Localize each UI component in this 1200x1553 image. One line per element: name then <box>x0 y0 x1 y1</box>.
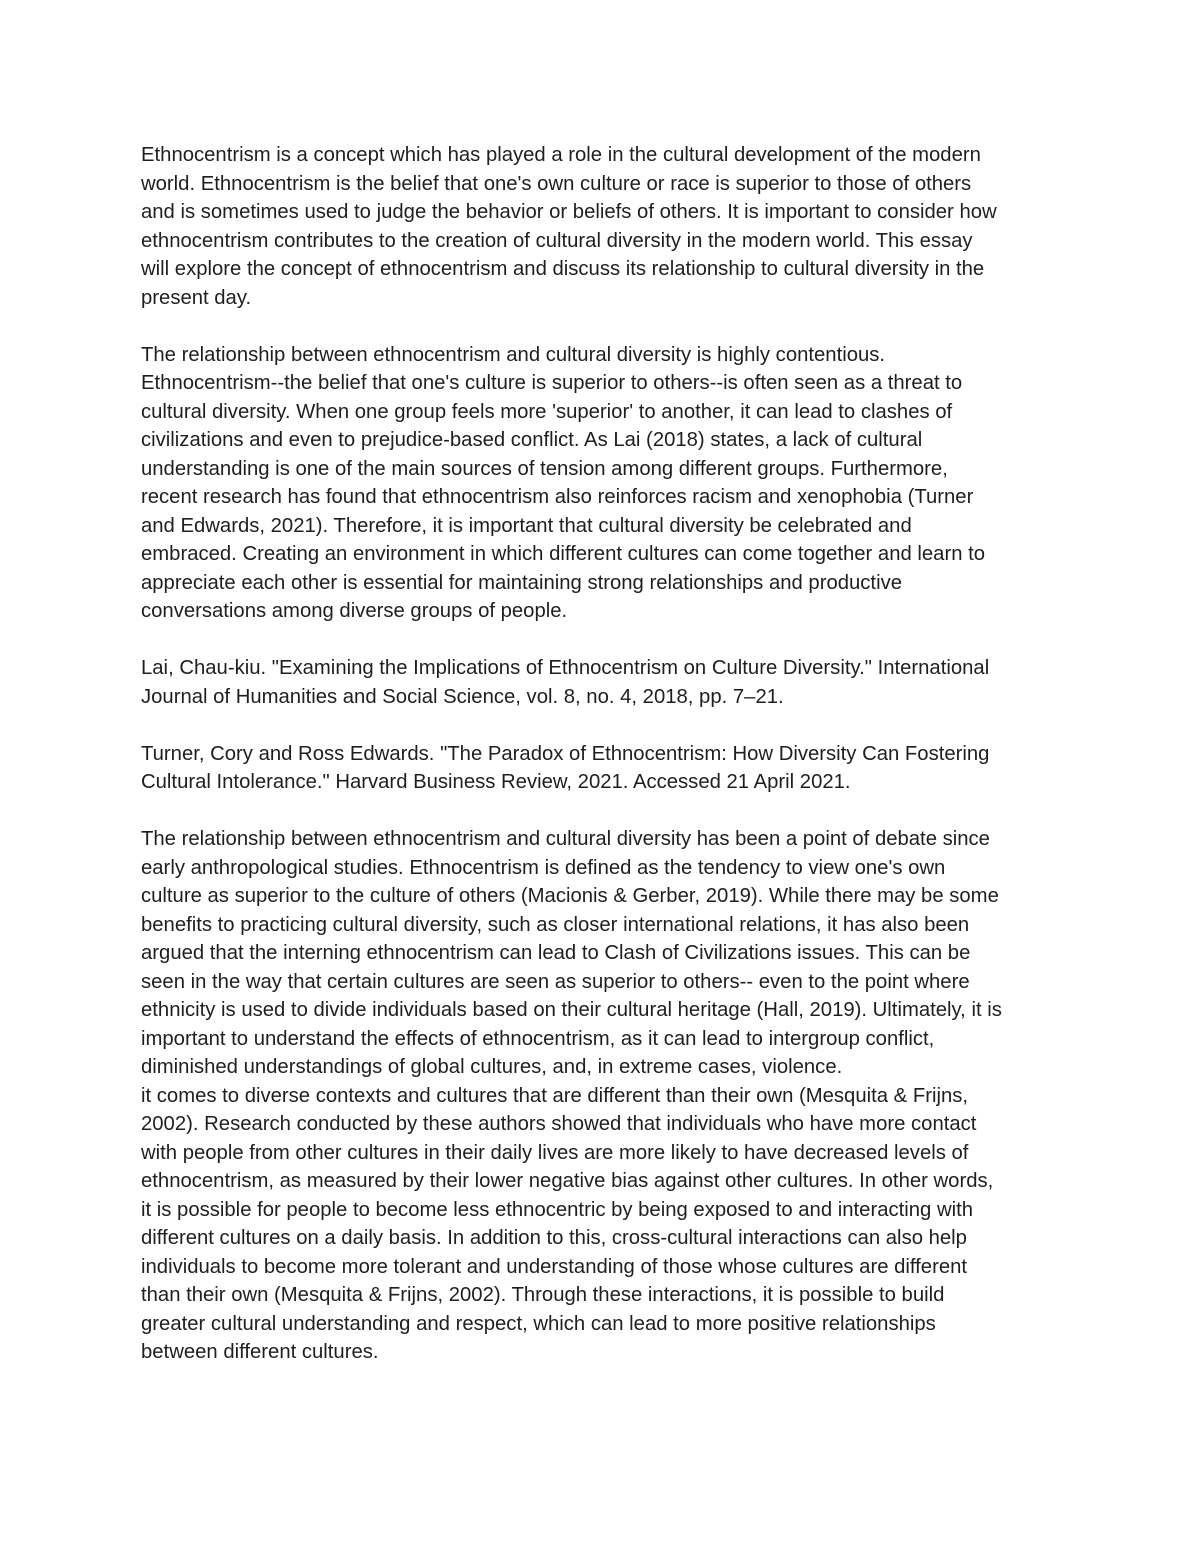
text-line: ethnicity is used to divide individuals based on their cultural heritage (Hall, 2019). Ultimately, it is <box>141 999 1002 1021</box>
paragraph-intro <box>141 141 1071 312</box>
text-line: Lai, Chau-kiu. "Examining the Implications of Ethnocentrism on Culture Diversity." International <box>141 657 990 679</box>
text-line: it is possible for people to become less ethnocentric by being exposed to and interacting with <box>141 1198 974 1221</box>
text-line: Turner, Cory and Ross Edwards. "The Paradox of Ethnocentrism: How Diversity Can Fostering <box>141 742 990 765</box>
text-line: The relationship between ethnocentrism and cultural diversity is highly contentious. <box>141 343 886 366</box>
paragraph-spacer <box>141 626 1071 655</box>
text-line: 2002). Research conducted by these authors showed that individuals who have more contact <box>141 1113 977 1135</box>
text-line: world. Ethnocentrism is the belief that one's own culture or race is superior to those of others <box>141 172 972 195</box>
text-line: than their own (Mesquita & Frijns, 2002). Through these interactions, it is possible to build <box>141 1284 945 1306</box>
text-line: recent research has found that ethnocentrism also reinforces racism and xenophobia (Turner <box>141 486 974 508</box>
text-line: argued that the interning ethnocentrism can lead to Clash of Civilizations issues. This can be <box>141 942 971 964</box>
text-line: early anthropological studies. Ethnocentrism is defined as the tendency to view one's own <box>141 856 946 879</box>
text-line: with people from other cultures in their daily lives are more likely to have decreased levels of <box>141 1141 969 1164</box>
text-line: embraced. Creating an environment in which different cultures can come together and learn to <box>141 543 986 565</box>
text-line: The relationship between ethnocentrism and cultural diversity has been a point of debate since <box>141 828 990 850</box>
paragraph-debate <box>141 825 1071 1367</box>
text-line: individuals to become more tolerant and understanding of those whose cultures are different <box>141 1255 968 1278</box>
text-line: conversations among diverse groups of people. <box>141 600 568 622</box>
text-line: Cultural Intolerance." Harvard Business Review, 2021. Accessed 21 April 2021. <box>141 771 851 793</box>
text-line: diminished understandings of global cultures, and, in extreme cases, violence. <box>141 1056 843 1078</box>
text-line: and is sometimes used to judge the behavior or beliefs of others. It is important to consider how <box>141 201 997 223</box>
text-line: culture as superior to the culture of others (Macionis & Gerber, 2019). While there may be some <box>141 885 999 907</box>
text-line: different cultures on a daily basis. In addition to this, cross-cultural interactions can also help <box>141 1227 967 1249</box>
paragraph-spacer <box>141 711 1071 740</box>
text-line: Journal of Humanities and Social Science, vol. 8, no. 4, 2018, pp. 7–21. <box>141 685 784 708</box>
text-line: between different cultures. <box>141 1341 379 1363</box>
text-line: will explore the concept of ethnocentrism and discuss its relationship to cultural diversity in the <box>141 258 985 280</box>
reference-lai <box>141 654 1071 711</box>
text-line: and Edwards, 2021). Therefore, it is important that cultural diversity be celebrated and <box>141 514 912 537</box>
document-page <box>141 141 1071 1367</box>
paragraph-spacer <box>141 312 1071 341</box>
text-line: it comes to diverse contexts and cultures that are different than their own (Mesquita & Frijns, <box>141 1084 969 1107</box>
text-line: present day. <box>141 286 252 309</box>
text-line: ethnocentrism contributes to the creation of cultural diversity in the modern world. This essay <box>141 229 973 252</box>
paragraph-relationship <box>141 341 1071 626</box>
paragraph-spacer <box>141 797 1071 826</box>
text-line: greater cultural understanding and respect, which can lead to more positive relationships <box>141 1312 936 1335</box>
text-line: civilizations and even to prejudice-based conflict. As Lai (2018) states, a lack of cultural <box>141 429 923 451</box>
text-line: important to understand the effects of ethnocentrism, as it can lead to intergroup conflict, <box>141 1027 935 1050</box>
text-line: Ethnocentrism is a concept which has played a role in the cultural development of the modern <box>141 144 981 166</box>
text-line: benefits to practicing cultural diversity, such as closer international relations, it has also been <box>141 913 970 936</box>
text-line: seen in the way that certain cultures are seen as superior to others-- even to the point where <box>141 970 970 993</box>
reference-turner <box>141 740 1071 797</box>
text-line: understanding is one of the main sources of tension among different groups. Furthermore, <box>141 457 948 480</box>
text-line: ethnocentrism, as measured by their lower negative bias against other cultures. In other words, <box>141 1170 994 1192</box>
text-line: appreciate each other is essential for maintaining strong relationships and productive <box>141 571 902 594</box>
text-line: Ethnocentrism--the belief that one's culture is superior to others--is often seen as a threat to <box>141 372 963 394</box>
text-line: cultural diversity. When one group feels more 'superior' to another, it can lead to clashes of <box>141 400 953 423</box>
